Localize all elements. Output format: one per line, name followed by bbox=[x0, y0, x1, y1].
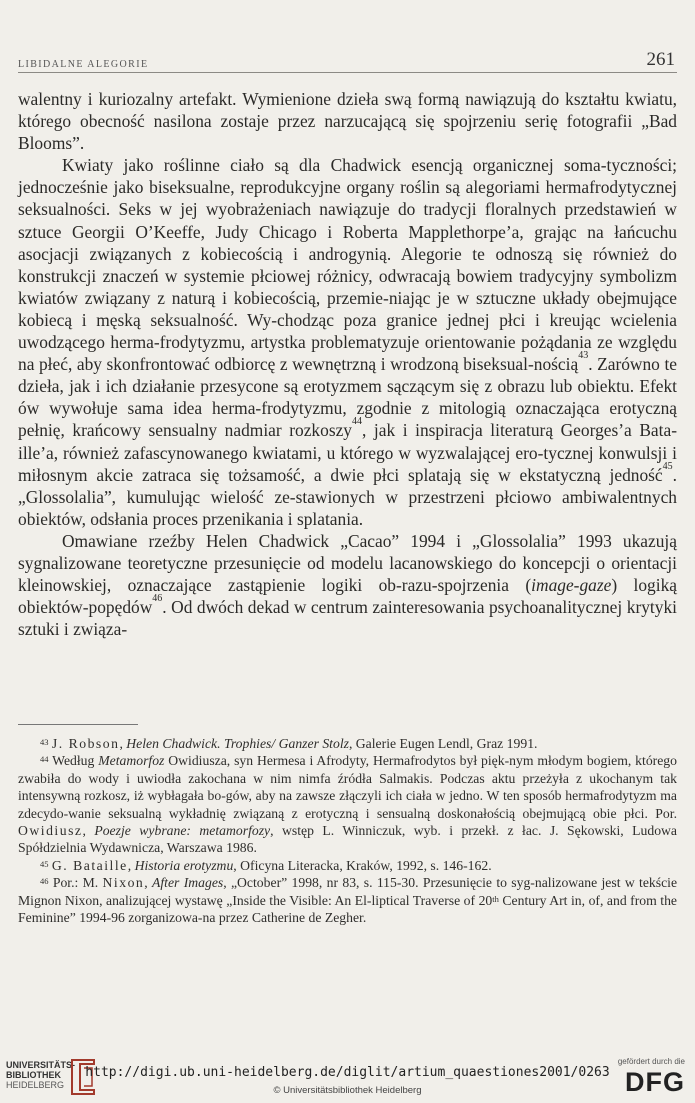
footnote-author: J. Robson bbox=[51, 736, 120, 751]
footnote-number: 45 bbox=[40, 858, 49, 869]
text-run: , jak i inspiracja literaturą Georges’a Bata-ille’a, również zafascynowanego kwiatami, u którego w wyzwalającej ero-tycznej konwulsji i miłosnym akcie zatraca się tożsamość, a dwie płci splatają się w ekstatyczną jedność bbox=[18, 420, 677, 485]
text-run: . „Glossolalia”, kumulując wielość ze-stawionych w przestrzeni płciowo ambiwalentnych obiektów, odsłania proces przenikania i splatania. bbox=[18, 464, 677, 529]
paragraph bbox=[18, 530, 677, 640]
running-title: LIBIDALNE ALEGORIE bbox=[18, 59, 149, 70]
text-run: ) logiką obiektów-popędów bbox=[18, 575, 678, 618]
footnote-ref[interactable]: 43 bbox=[578, 350, 589, 362]
text-run: Por.: M. bbox=[52, 875, 103, 891]
logo-line: HEIDELBERG bbox=[6, 1080, 65, 1090]
footnote-title: Poezje wybrane: metamorfozy bbox=[94, 823, 271, 839]
footnote-title: Metamorfoz bbox=[98, 753, 165, 769]
source-url-link[interactable]: http://digi.ub.uni-heidelberg.de/diglit/artium_quaestiones2001/0263 bbox=[85, 1065, 610, 1080]
footnote-author: Owidiusz bbox=[18, 823, 83, 839]
body-text bbox=[18, 88, 677, 640]
footnote-ref[interactable]: 45 bbox=[662, 460, 673, 472]
footnote-author: G. Bataille bbox=[51, 857, 128, 873]
running-head bbox=[18, 50, 677, 73]
text-run: , Oficyna Literacka, Kraków, 1992, s. 146-162. bbox=[233, 857, 492, 873]
text-run: , „October” 1998, nr 83, s. 115-30. Przesunięcie to syg-nalizowane jest w tekście Mignon Nixon, analizującej wystawę „Inside the Visible: An El-liptical Traverse of 20 bbox=[18, 875, 678, 908]
footnote-46 bbox=[18, 874, 677, 926]
page-number: 261 bbox=[646, 49, 675, 70]
footnote-title: Historia erotyzmu bbox=[134, 857, 234, 873]
footnote-title: Helen Chadwick. Trophies/ Ganzer Stolz bbox=[126, 736, 349, 751]
text-run: , wstęp L. Winniczuk, wyb. i przekł. z łac. J. Sękowski, Ludowa Spółdzielnia Wydawnicza, Warszawa 1986. bbox=[18, 823, 678, 856]
text-run: , bbox=[119, 736, 127, 751]
text-run: , bbox=[82, 823, 95, 839]
footnotes bbox=[18, 735, 677, 926]
text-run: Omawiane rzeźby Helen Chadwick „Cacao” 1994 i „Glossolalia” 1993 ukazują sygnalizowane teoretyczne przesunięcie od modelu lacanowskiego do koncepcji o orientacji kleinowskiej, oznaczające zastąpienie logiki ob-razu-spojrzenia ( bbox=[18, 530, 677, 596]
text-run: walentny i kuriozalny artefakt. Wymienione dzieła swą formą nawiązują do kształtu kwiatu, którego obecność nasilona zostaje przez narzucającą się spojrzeniu serię fotografii „Bad Blooms”. bbox=[18, 89, 677, 154]
text-run: . Zarówno te dzieła, jak i ich działanie przesycone są erotyzmem sączącym się z obrazu lub obiektu. Efekt ów wywołuje sama idea herma-frodytyzmu, zgodnie z mitologią oznaczająca erotyczną pełnię, krańcowy sensualny nadmiar rozkoszy bbox=[18, 354, 677, 441]
footnote-title: After Images bbox=[152, 875, 224, 891]
footnote-45 bbox=[18, 857, 677, 874]
footnote-number: 44 bbox=[40, 754, 49, 765]
text-run: Kwiaty jako roślinne ciało są dla Chadwick esencją organicznej soma-tyczności; jednocześnie jako biseksualne, reprodukcyjne organy roślin są alegoriami hermafrodytycznej seksualności. Seks w jej wyobrażeniach nawiązuje do tradycji floralnych przedstawień w sztuce Georgii O’Keeffe, Judy Chicago i Roberta Mapplethorpe’a, grając na łańcuchu asocjacji związanych z kobiecością i androgynią. Alegorie te odnoszą się również do konstrukcji znaczeń w systemie płciowej różnicy, odwracają bowiem tradycyjny symbolizm kwiatów związany z naturą i kobiecością, przemie-niając je w sztuczne układy obejmujące kobiecą i męską seksualność. Wy-chodząc poza granice jednej płci i kreując wcielenia uwodzącego herma-frodytyzmu, artystka problematyzuje orientowanie pożądania ze względu na płeć, aby skonfrontować odbiorcę z wewnętrzną i wrodzoną biseksual-nością bbox=[18, 155, 677, 375]
dfg-logo[interactable]: DFG bbox=[625, 1067, 685, 1097]
italic-term: image-gaze bbox=[531, 575, 612, 596]
digitization-footer bbox=[0, 1052, 695, 1103]
logo-line: BIBLIOTHEK bbox=[6, 1070, 61, 1080]
ordinal-suffix: th bbox=[492, 893, 499, 904]
copyright-notice: © Universitätsbibliothek Heidelberg bbox=[273, 1085, 422, 1096]
text-run: , bbox=[127, 857, 135, 873]
paragraph bbox=[18, 154, 677, 530]
text-run: Według bbox=[52, 753, 99, 769]
text-run: Century Art in, of, and from the Feminine” 1994-96 zorganizowa-na przez Catherine de Zegher. bbox=[18, 892, 678, 926]
footnote-number: 43 bbox=[40, 737, 49, 747]
paragraph bbox=[18, 88, 677, 154]
text-run: . Od dwóch dekad w centrum zainteresowania psychoanalitycznej krytyki sztuki i związa- bbox=[18, 597, 677, 640]
footnote-43 bbox=[18, 735, 677, 752]
funding-caption: gefördert durch die bbox=[617, 1057, 685, 1066]
text-run: , bbox=[144, 875, 153, 891]
logo-line: UNIVERSITÄTS- bbox=[6, 1060, 76, 1070]
footnote-divider bbox=[18, 724, 138, 725]
text-run: , Galerie Eugen Lendl, Graz 1991. bbox=[348, 736, 538, 751]
footnote-author: Nixon bbox=[102, 875, 145, 891]
footnote-ref[interactable]: 46 bbox=[152, 593, 163, 605]
footnote-44 bbox=[18, 752, 677, 856]
footnote-ref[interactable]: 44 bbox=[352, 416, 363, 428]
text-run: Owidiusza, syn Hermesa i Afrodyty, Hermafrodytos był pięk-nym młodym bogiem, którego zwabiła do wody i uwiodła zakochana w nim nimfa źródła Salmakis. Podczas aktu przeżyła z ukochanym tak intensywną rozkosz, iż wybłagała bo-gów, aby na zawsze złączyli ich ciała w jedno. W ten sposób hermafrodytyzm ma zdecydo-wanie seksualną wykładnię związaną z erotyczną i sensualną doskonałością obejmującą obie płci. Por. bbox=[18, 753, 677, 821]
footnote-number: 46 bbox=[40, 876, 49, 887]
